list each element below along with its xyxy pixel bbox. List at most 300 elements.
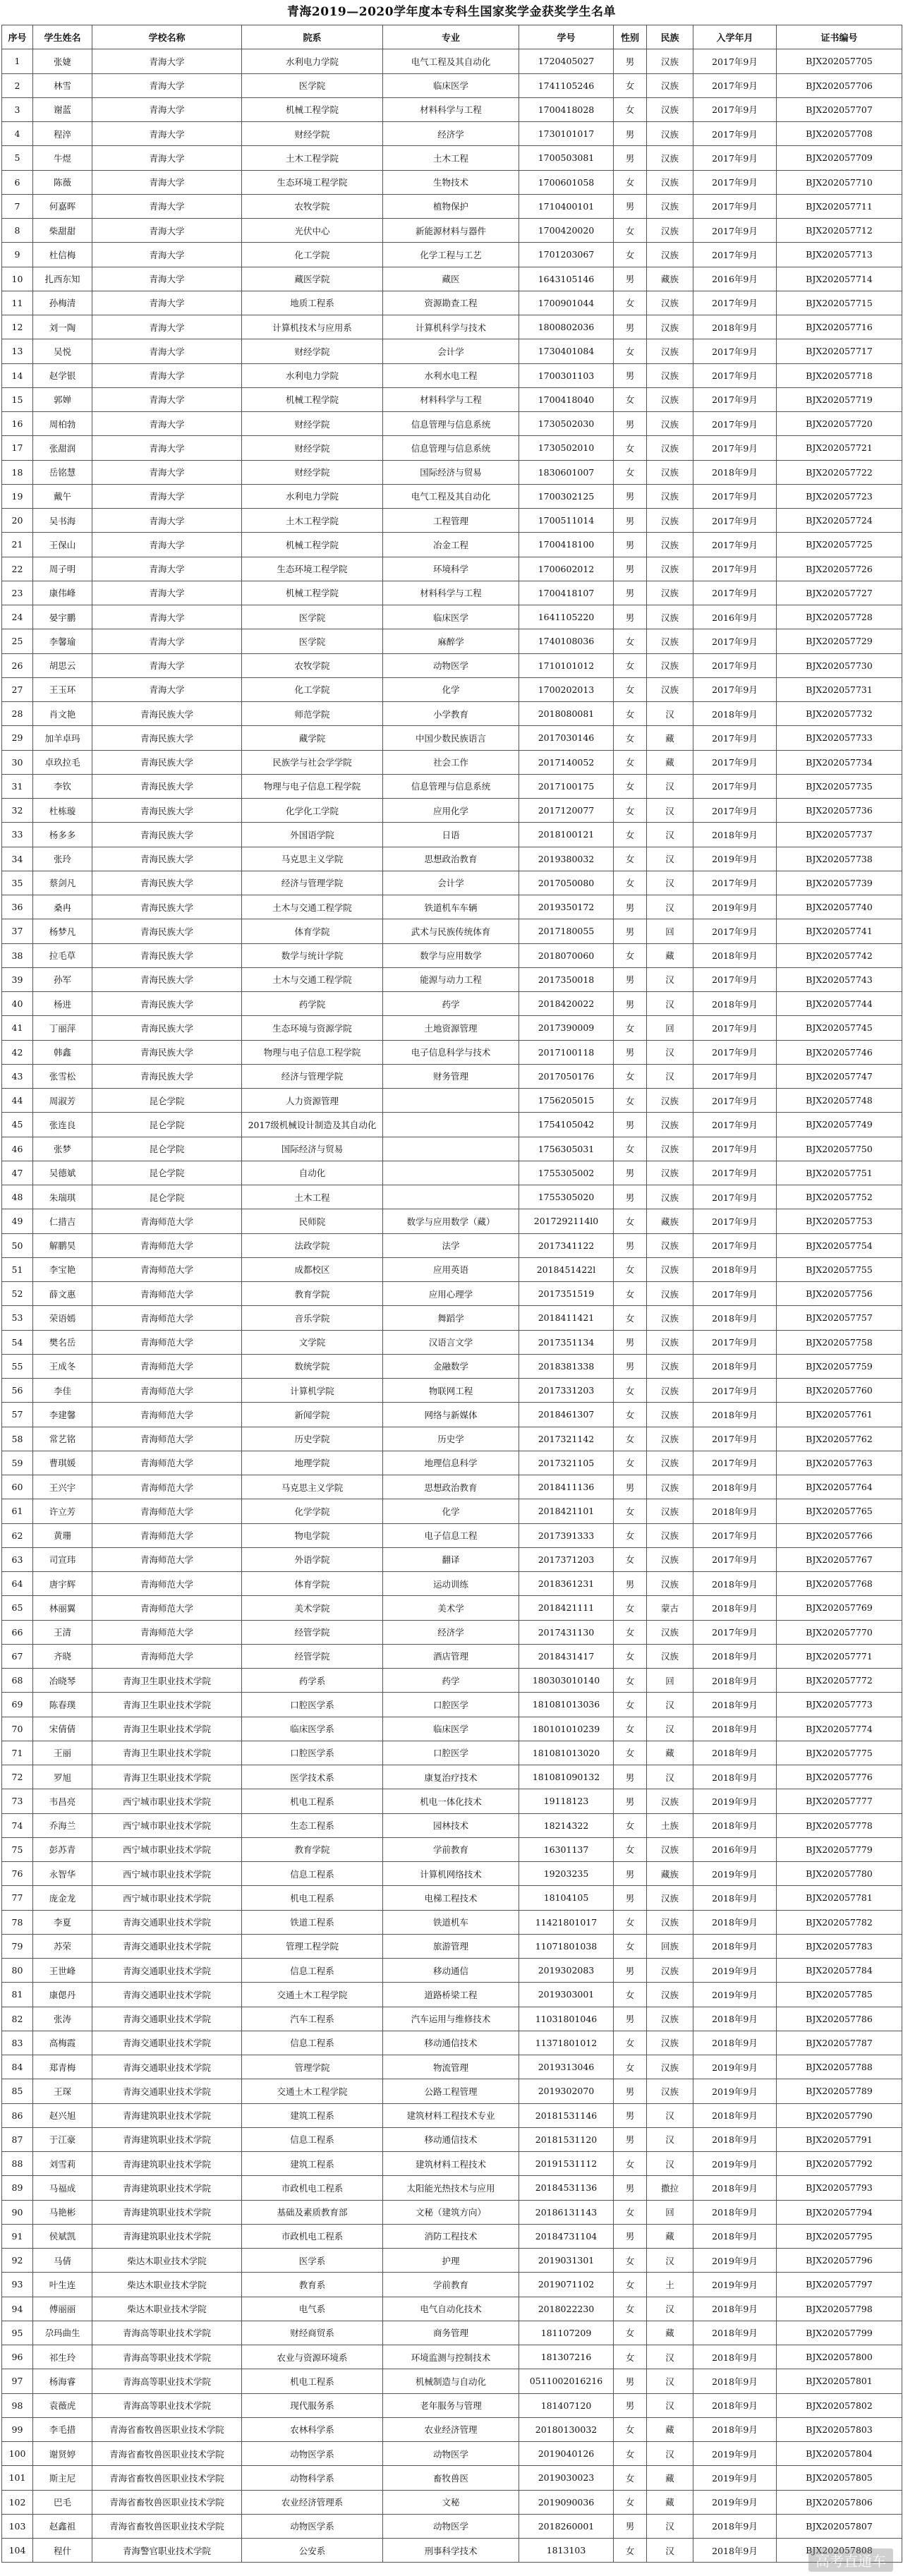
table-cell: 2017年9月 [693, 1137, 777, 1161]
table-cell: 生态环境与资源学院 [242, 1016, 383, 1040]
table-row [2, 1451, 902, 1475]
table-cell: 女 [614, 1016, 647, 1040]
table-cell: 赵兴旭 [33, 2103, 92, 2127]
table-cell: 汉族 [647, 509, 693, 533]
table-cell: 2018年9月 [693, 943, 777, 967]
table-cell: BJX202057752 [777, 1185, 902, 1209]
table-cell: 女 [614, 387, 647, 411]
table-cell: 1700301103 [519, 363, 614, 387]
table-cell: 戴午 [33, 484, 92, 508]
table-cell: 男 [614, 967, 647, 991]
column-header: 学校名称 [92, 25, 242, 49]
table-cell [383, 1113, 519, 1137]
table-cell: 庞金龙 [33, 1886, 92, 1910]
table-cell: 1741105246 [519, 73, 614, 97]
table-cell: 女 [614, 436, 647, 460]
table-cell: 男 [614, 2224, 647, 2248]
table-cell: 女 [614, 1620, 647, 1644]
table-cell: 美术学 [383, 1596, 519, 1620]
table-cell: 汉 [647, 1717, 693, 1741]
table-cell: 汉族 [647, 605, 693, 629]
table-cell: 汉族 [647, 1572, 693, 1596]
table-cell: 青海大学 [92, 509, 242, 533]
table-cell: BJX202057714 [777, 267, 902, 291]
table-row [2, 677, 902, 701]
table-cell: 动物医学 [383, 2442, 519, 2466]
table-cell: 2019年9月 [693, 847, 777, 871]
table-cell: 土木工程 [383, 146, 519, 170]
table-cell: 2018年9月 [693, 2127, 777, 2151]
table-cell: 2017180055 [519, 919, 614, 943]
table-cell: 女 [614, 1064, 647, 1088]
table-cell: 临床医学 [383, 73, 519, 97]
table-cell: 1710101012 [519, 653, 614, 677]
table-cell: 口腔医学 [383, 1741, 519, 1765]
table-cell: 罗旭 [33, 1765, 92, 1789]
table-cell: 青海交通职业技术学院 [92, 1983, 242, 2007]
table-cell: 男 [614, 581, 647, 605]
table-cell: 女 [614, 2345, 647, 2369]
table-cell: BJX202057759 [777, 1354, 902, 1378]
table-cell: 1643105146 [519, 267, 614, 291]
table-cell: 昆仑学院 [92, 1185, 242, 1209]
table-cell: 男 [614, 1475, 647, 1499]
table-cell: 国际经济与贸易 [242, 1137, 383, 1161]
table-cell: 62 [2, 1523, 33, 1547]
table-cell: 11 [2, 291, 33, 315]
table-cell: 1756305031 [519, 1137, 614, 1161]
table-cell: BJX202057744 [777, 992, 902, 1016]
table-cell: 青海师范大学 [92, 1330, 242, 1354]
table-cell: BJX202057717 [777, 339, 902, 363]
table-cell: 2018421111 [519, 1596, 614, 1620]
table-cell: BJX202057713 [777, 243, 902, 267]
table-row [2, 1475, 902, 1499]
table-cell: 2019年9月 [693, 2490, 777, 2514]
table-cell: 47 [2, 1161, 33, 1185]
table-cell: 15 [2, 387, 33, 411]
table-cell: 商务管理 [383, 2321, 519, 2345]
table-row [2, 363, 902, 387]
table-cell: 女 [614, 943, 647, 967]
table-cell: 1756205015 [519, 1089, 614, 1113]
table-cell: 藏 [647, 2224, 693, 2248]
table-cell: 医学系 [242, 2249, 383, 2273]
table-cell: 0511002016216 [519, 2369, 614, 2393]
table-cell: 青海交通职业技术学院 [92, 2007, 242, 2031]
table-cell: 2019302070 [519, 2079, 614, 2103]
table-cell: 韩鑫 [33, 1040, 92, 1064]
table-cell: 青海民族大学 [92, 943, 242, 967]
table-cell: 1730502030 [519, 412, 614, 436]
table-row [2, 2127, 902, 2151]
table-cell: 青海民族大学 [92, 750, 242, 774]
table-row [2, 1669, 902, 1693]
table-cell: 岳铭慧 [33, 460, 92, 484]
table-cell: BJX202057749 [777, 1113, 902, 1137]
table-cell: 物流管理 [383, 2055, 519, 2079]
table-cell: 建筑工程系 [242, 2152, 383, 2176]
table-cell: 2017年9月 [693, 1451, 777, 1475]
table-cell: 2016年9月 [693, 1837, 777, 1861]
table-cell: 张玲 [33, 847, 92, 871]
table-cell: 历史学院 [242, 1427, 383, 1451]
table-cell: 西宁城市职业技术学院 [92, 1789, 242, 1813]
table-cell: BJX202057785 [777, 1983, 902, 2007]
table-cell: 38 [2, 943, 33, 967]
table-cell: 信息管理与信息系统 [383, 774, 519, 798]
table-cell: 物理与电子信息工程学院 [242, 774, 383, 798]
table-cell: 2018年9月 [693, 1910, 777, 1934]
table-cell: 女 [614, 2152, 647, 2176]
table-cell: 2018381338 [519, 1354, 614, 1378]
table-row [2, 919, 902, 943]
table-cell: 男 [614, 919, 647, 943]
table-cell: 汉语言文学 [383, 1330, 519, 1354]
table-cell: 青海民族大学 [92, 992, 242, 1016]
table-cell: 48 [2, 1185, 33, 1209]
table-cell: 信息工程系 [242, 1959, 383, 1983]
table-cell: 汉族 [647, 1282, 693, 1306]
table-cell: 2017351134 [519, 1330, 614, 1354]
table-cell: 99 [2, 2417, 33, 2441]
table-cell: 交通土木工程学院 [242, 2079, 383, 2103]
table-cell: 化学 [383, 1499, 519, 1523]
table-cell: 青海省畜牧兽医职业技术学院 [92, 2514, 242, 2538]
table-cell: 园林技术 [383, 1813, 519, 1837]
table-cell: 藏 [647, 1741, 693, 1765]
table-cell: 青海民族大学 [92, 895, 242, 919]
table-cell: 动物医学系 [242, 2514, 383, 2538]
column-header: 序号 [2, 25, 33, 49]
table-cell: 23 [2, 581, 33, 605]
table-cell: 2019年9月 [693, 895, 777, 919]
table-cell: 土地资源管理 [383, 1016, 519, 1040]
table-row [2, 2200, 902, 2224]
table-cell: 55 [2, 1354, 33, 1378]
table-cell: 汉族 [647, 387, 693, 411]
table-cell: 汉 [647, 992, 693, 1016]
table-cell: 经管学院 [242, 1644, 383, 1668]
table-cell: 2018451422l [519, 1257, 614, 1281]
table-cell: 老年服务与管理 [383, 2393, 519, 2417]
table-cell: 青海大学 [92, 170, 242, 194]
table-cell: BJX202057780 [777, 1862, 902, 1886]
table-row [2, 871, 902, 895]
table-cell: 口腔医学 [383, 1693, 519, 1717]
table-cell: 2017年9月 [693, 629, 777, 653]
table-cell: 麻醉学 [383, 629, 519, 653]
table-cell: 回 [647, 1669, 693, 1693]
table-cell: 2017100118 [519, 1040, 614, 1064]
table-cell: 2018年9月 [693, 1644, 777, 1668]
table-cell: 2 [2, 73, 33, 97]
table-cell: 1700418028 [519, 97, 614, 121]
table-cell: 药学 [383, 1669, 519, 1693]
table-cell: 康伟峰 [33, 581, 92, 605]
table-cell: 青海卫生职业技术学院 [92, 1669, 242, 1693]
table-cell: 汉族 [647, 122, 693, 146]
table-cell: 昆仑学院 [92, 1089, 242, 1113]
table-row [2, 146, 902, 170]
table-row [2, 267, 902, 291]
table-cell: 青海师范大学 [92, 1354, 242, 1378]
table-cell: 83 [2, 2031, 33, 2055]
table-cell: 2018年9月 [693, 2369, 777, 2393]
table-cell: 汉 [647, 2442, 693, 2466]
table-cell: BJX202057733 [777, 726, 902, 750]
table-cell: 96 [2, 2345, 33, 2369]
table-cell: 昆仑学院 [92, 1137, 242, 1161]
table-cell: 汉族 [647, 146, 693, 170]
table-cell: 34 [2, 847, 33, 871]
table-cell: 李馨瑜 [33, 629, 92, 653]
table-cell: 29 [2, 726, 33, 750]
table-cell: 181107209 [519, 2321, 614, 2345]
table-cell: 冶晓琴 [33, 1669, 92, 1693]
table-cell: 女 [614, 847, 647, 871]
table-header-row [2, 25, 902, 49]
table-cell: 汉族 [647, 1837, 693, 1861]
table-cell: 2018年9月 [693, 1693, 777, 1717]
table-cell: 音乐学院 [242, 1306, 383, 1330]
table-cell: 男 [614, 2369, 647, 2393]
table-row [2, 1354, 902, 1378]
table-row [2, 1644, 902, 1668]
table-cell: 女 [614, 726, 647, 750]
table-cell: BJX202057763 [777, 1451, 902, 1475]
table-cell: 青海大学 [92, 219, 242, 243]
table-cell: 女 [614, 2321, 647, 2345]
table-cell: 男 [614, 363, 647, 387]
table-cell: 女 [614, 1137, 647, 1161]
table-cell: 50 [2, 1233, 33, 1257]
table-cell: 冶金工程 [383, 533, 519, 557]
table-cell: BJX202057799 [777, 2321, 902, 2345]
table-cell: 司宣玮 [33, 1547, 92, 1571]
table-cell: 汉族 [647, 412, 693, 436]
table-cell: 汉族 [647, 1523, 693, 1547]
table-cell: 64 [2, 1572, 33, 1596]
table-cell: 女 [614, 2417, 647, 2441]
table-cell: 藏医 [383, 267, 519, 291]
table-cell: 青海大学 [92, 291, 242, 315]
table-cell: 180101010239 [519, 1717, 614, 1741]
table-cell: 2017年9月 [693, 1427, 777, 1451]
table-row [2, 605, 902, 629]
table-cell: 57 [2, 1403, 33, 1427]
table-cell: 药学院 [242, 992, 383, 1016]
table-cell: 旅游管理 [383, 1934, 519, 1958]
table-cell: 孙梅清 [33, 291, 92, 315]
table-cell: 2018年9月 [693, 1354, 777, 1378]
table-cell: 20181531146 [519, 2103, 614, 2127]
table-cell: 藏 [647, 2466, 693, 2490]
table-cell: BJX202057772 [777, 1669, 902, 1693]
table-cell: 女 [614, 1523, 647, 1547]
table-cell: 2018年9月 [693, 1257, 777, 1281]
table-cell: BJX202057755 [777, 1257, 902, 1281]
table-cell: 2018年9月 [693, 1717, 777, 1741]
table-row [2, 49, 902, 73]
table-cell: 临床医学 [383, 605, 519, 629]
table-row [2, 387, 902, 411]
table-cell: 2017年9月 [693, 1233, 777, 1257]
table-cell: 27 [2, 677, 33, 701]
table-cell: 环境科学 [383, 557, 519, 581]
table-row [2, 2345, 902, 2369]
table-cell: 14 [2, 363, 33, 387]
table-row [2, 509, 902, 533]
table-cell: 汉族 [647, 1113, 693, 1137]
table-cell: 光伏中心 [242, 219, 383, 243]
table-cell: 铁道工程系 [242, 1910, 383, 1934]
table-cell: 材料科学与工程 [383, 387, 519, 411]
table-cell: 文学院 [242, 1330, 383, 1354]
table-cell: 22 [2, 557, 33, 581]
table-cell: 学前教育 [383, 1837, 519, 1861]
table-cell: 机械工程学院 [242, 533, 383, 557]
table-cell: 19 [2, 484, 33, 508]
table-cell: 水利水电工程 [383, 363, 519, 387]
table-row [2, 2055, 902, 2079]
table-cell: 孙军 [33, 967, 92, 991]
table-row [2, 219, 902, 243]
table-cell: 青海师范大学 [92, 1620, 242, 1644]
table-cell: 2019年9月 [693, 2249, 777, 2273]
table-cell: 2017年9月 [693, 967, 777, 991]
table-cell: 男 [614, 1161, 647, 1185]
table-cell: 昆仑学院 [92, 1113, 242, 1137]
table-cell: 女 [614, 2273, 647, 2297]
table-cell: 女 [614, 653, 647, 677]
table-cell: 2017年9月 [693, 581, 777, 605]
table-cell: 赵学银 [33, 363, 92, 387]
table-cell: BJX202057715 [777, 291, 902, 315]
table-cell: 2019040126 [519, 2442, 614, 2466]
table-cell: BJX202057784 [777, 1959, 902, 1983]
table-cell: 刘一陶 [33, 315, 92, 339]
table-cell: 女 [614, 1379, 647, 1403]
table-cell: BJX202057757 [777, 1306, 902, 1330]
table-row [2, 943, 902, 967]
table-cell: 西宁城市职业技术学院 [92, 1837, 242, 1861]
table-row [2, 436, 902, 460]
table-cell: 太阳能光热技术与应用 [383, 2176, 519, 2200]
table-cell: 会计学 [383, 871, 519, 895]
table-cell: 尕玛曲生 [33, 2321, 92, 2345]
table-cell: 青海警官职业技术学院 [92, 2539, 242, 2563]
table-cell: BJX202057760 [777, 1379, 902, 1403]
table-cell: 1813103 [519, 2539, 614, 2563]
table-cell: 晏宇鹏 [33, 605, 92, 629]
table-cell: 林雪 [33, 73, 92, 97]
table-cell: 2018431417 [519, 1644, 614, 1668]
table-cell: 28 [2, 702, 33, 726]
table-cell: 藏 [647, 2490, 693, 2514]
table-row [2, 1427, 902, 1451]
table-cell: 97 [2, 2369, 33, 2393]
table-cell: 5 [2, 146, 33, 170]
table-cell: 2017年9月 [693, 339, 777, 363]
table-cell: 谢贤婷 [33, 2442, 92, 2466]
table-cell: 会计学 [383, 339, 519, 363]
table-cell: 财经学院 [242, 339, 383, 363]
table-cell: 周子明 [33, 557, 92, 581]
table-cell: 汉族 [647, 219, 693, 243]
table-cell: 杨海睿 [33, 2369, 92, 2393]
table-row [2, 460, 902, 484]
table-cell: BJX202057768 [777, 1572, 902, 1596]
table-cell: 周淑芳 [33, 1089, 92, 1113]
table-cell: BJX202057718 [777, 363, 902, 387]
column-header: 民族 [647, 25, 693, 49]
table-cell: 男 [614, 605, 647, 629]
table-cell: 医学技术系 [242, 1765, 383, 1789]
table-cell: 青海大学 [92, 194, 242, 218]
table-cell: 农牧学院 [242, 194, 383, 218]
table-cell: 2017050176 [519, 1064, 614, 1088]
table-row [2, 1113, 902, 1137]
table-cell: 青海大学 [92, 363, 242, 387]
table-cell: 经济与管理学院 [242, 871, 383, 895]
table-cell: 青海大学 [92, 146, 242, 170]
table-cell: 电子信息工程 [383, 1523, 519, 1547]
table-row [2, 2007, 902, 2031]
table-cell: 汉 [647, 871, 693, 895]
table-cell: 19203235 [519, 1862, 614, 1886]
table-cell: 藏 [647, 2417, 693, 2441]
table-cell: 现代服务系 [242, 2393, 383, 2417]
table-cell: 程什 [33, 2539, 92, 2563]
table-cell: 汉族 [647, 1427, 693, 1451]
table-cell: 青海大学 [92, 49, 242, 73]
table-cell: 韦昌亮 [33, 1789, 92, 1813]
table-cell: 信息工程系 [242, 2031, 383, 2055]
table-cell: BJX202057804 [777, 2442, 902, 2466]
table-cell: 环境监测与控制技术 [383, 2345, 519, 2369]
table-cell: 青海师范大学 [92, 1379, 242, 1403]
table-cell: BJX202057764 [777, 1475, 902, 1499]
table-cell: 2017年9月 [693, 146, 777, 170]
table-cell: 青海建筑职业技术学院 [92, 2103, 242, 2127]
table-cell: 水利电力学院 [242, 49, 383, 73]
table-cell: 应用心理学 [383, 1282, 519, 1306]
table-cell: 100 [2, 2442, 33, 2466]
table-cell: 63 [2, 1547, 33, 1571]
table-cell: 11031801046 [519, 2007, 614, 2031]
table-cell: 青海民族大学 [92, 847, 242, 871]
table-cell: 男 [614, 2127, 647, 2151]
table-cell: 女 [614, 1451, 647, 1475]
table-row [2, 1379, 902, 1403]
table-row [2, 1741, 902, 1765]
table-cell: 2018年9月 [693, 1934, 777, 1958]
table-cell: 加羊卓玛 [33, 726, 92, 750]
table-cell: 陈春璞 [33, 1693, 92, 1717]
table-cell: 市政机电工程系 [242, 2176, 383, 2200]
table-cell: 青海民族大学 [92, 967, 242, 991]
table-cell: 汉族 [647, 1161, 693, 1185]
table-cell: 李毛措 [33, 2417, 92, 2441]
table-cell: 新闻学院 [242, 1403, 383, 1427]
table-cell: 2017年9月 [693, 653, 777, 677]
table-cell: 汉族 [647, 194, 693, 218]
table-cell: 11421801017 [519, 1910, 614, 1934]
table-cell: BJX202057786 [777, 2007, 902, 2031]
table-cell: 王丽 [33, 1741, 92, 1765]
table-cell: 藏族 [647, 267, 693, 291]
